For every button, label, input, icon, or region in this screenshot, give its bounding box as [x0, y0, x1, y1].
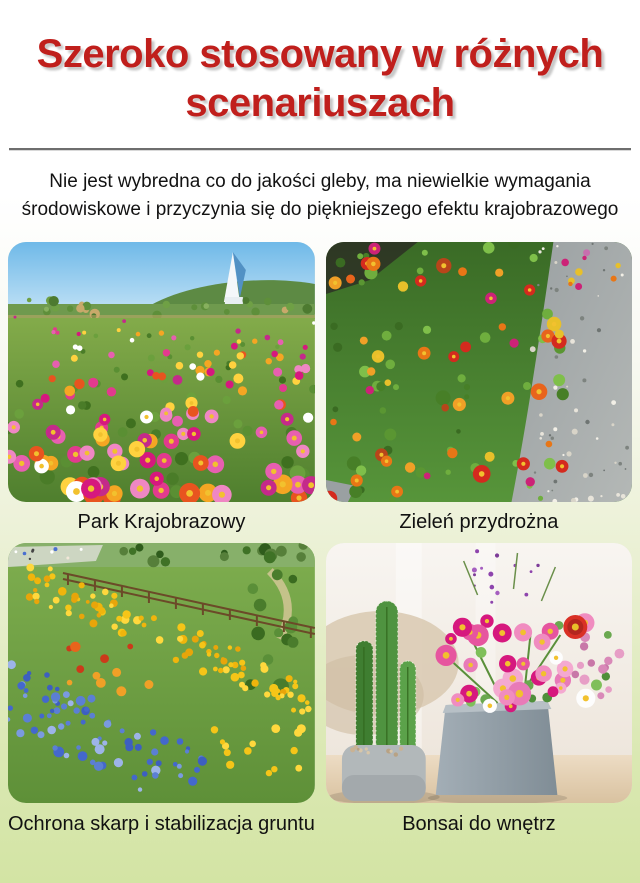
flower-slope-illustration [8, 543, 315, 803]
horizontal-divider [9, 148, 631, 150]
scenario-gallery [0, 242, 640, 847]
caption-bonsai-do-wnetrz: Bonsai do wnętrz [402, 813, 556, 836]
roadside-zinnias-illustration [326, 242, 632, 502]
photo-zielen-przydrozna [326, 242, 632, 502]
photo-bonsai-do-wnetrz [326, 543, 632, 803]
caption-park-krajobrazowy: Park Krajobrazowy [77, 510, 246, 533]
cube-pot-graphic [436, 701, 558, 795]
page-title [10, 30, 630, 128]
page-subtitle [2, 168, 638, 224]
photo-ochrona-skarp [8, 543, 315, 803]
page-title-line-2: scenariuszach [185, 80, 455, 125]
red-zinnia-graphic [563, 615, 587, 639]
page-title-line-1: Szeroko stosowany w różnych [36, 32, 604, 76]
caption-zielen-przydrozna: Zieleń przydrożna [399, 510, 559, 533]
indoor-pot-illustration [326, 543, 632, 803]
photo-park-krajobrazowy [8, 242, 315, 502]
page-header [0, 30, 640, 224]
page-subtitle-line-2: środowiskowe i przyczynia się do piękniejszego efektu krajobrazowego [21, 198, 619, 220]
caption-ochrona-skarp: Ochrona skarp i stabilizacja gruntu [8, 813, 315, 836]
flower-field-illustration [8, 242, 315, 502]
page-subtitle-line-1: Nie jest wybredna co do jakości gleby, ma niewielkie wymagania [49, 170, 591, 192]
